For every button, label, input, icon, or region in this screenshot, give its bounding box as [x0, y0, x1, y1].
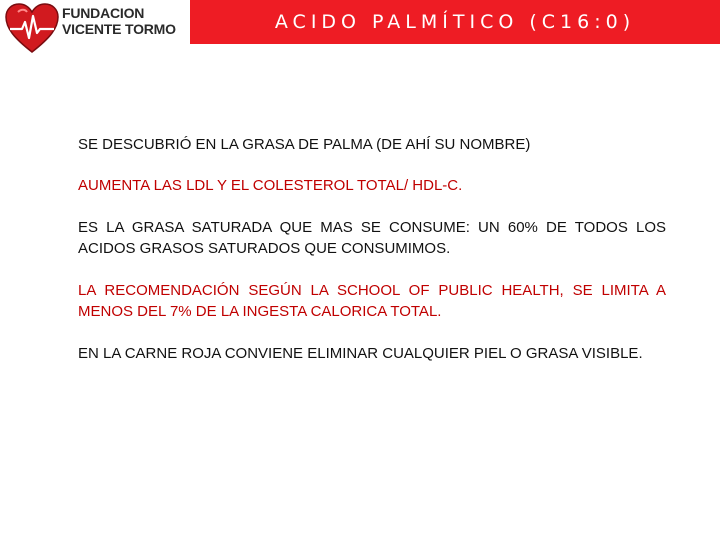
logo-line-1: FUNDACION: [62, 5, 145, 21]
foundation-logo: [0, 0, 190, 46]
title-banner: [190, 0, 720, 44]
logo-text: [62, 5, 176, 37]
logo-line-2: VICENTE TORMO: [62, 21, 176, 37]
slide-content: [78, 134, 666, 364]
paragraph-discovery: SE DESCUBRIÓ EN LA GRASA DE PALMA (DE AHÍ SU NOMBRE): [78, 136, 531, 153]
paragraph-consumption: ES LA GRASA SATURADA QUE MAS SE CONSUME: UN 60% DE TODOS LOS ACIDOS GRASOS SATURADOS QUE CONSUMIMOS.: [78, 219, 666, 257]
paragraph-red-meat: EN LA CARNE ROJA CONVIENE ELIMINAR CUALQUIER PIEL O GRASA VISIBLE.: [78, 345, 643, 362]
heart-logo-icon: [4, 2, 60, 54]
page-title: ACIDO PALMÍTICO (C16:0): [274, 11, 636, 33]
paragraph-recommendation: LA RECOMENDACIÓN SEGÚN LA SCHOOL OF PUBLIC HEALTH, SE LIMITA A MENOS DEL 7% DE LA INGESTA CALORICA TOTAL.: [78, 282, 666, 320]
paragraph-ldl-effect: AUMENTA LAS LDL Y EL COLESTEROL TOTAL/ HDL-C.: [78, 177, 463, 194]
